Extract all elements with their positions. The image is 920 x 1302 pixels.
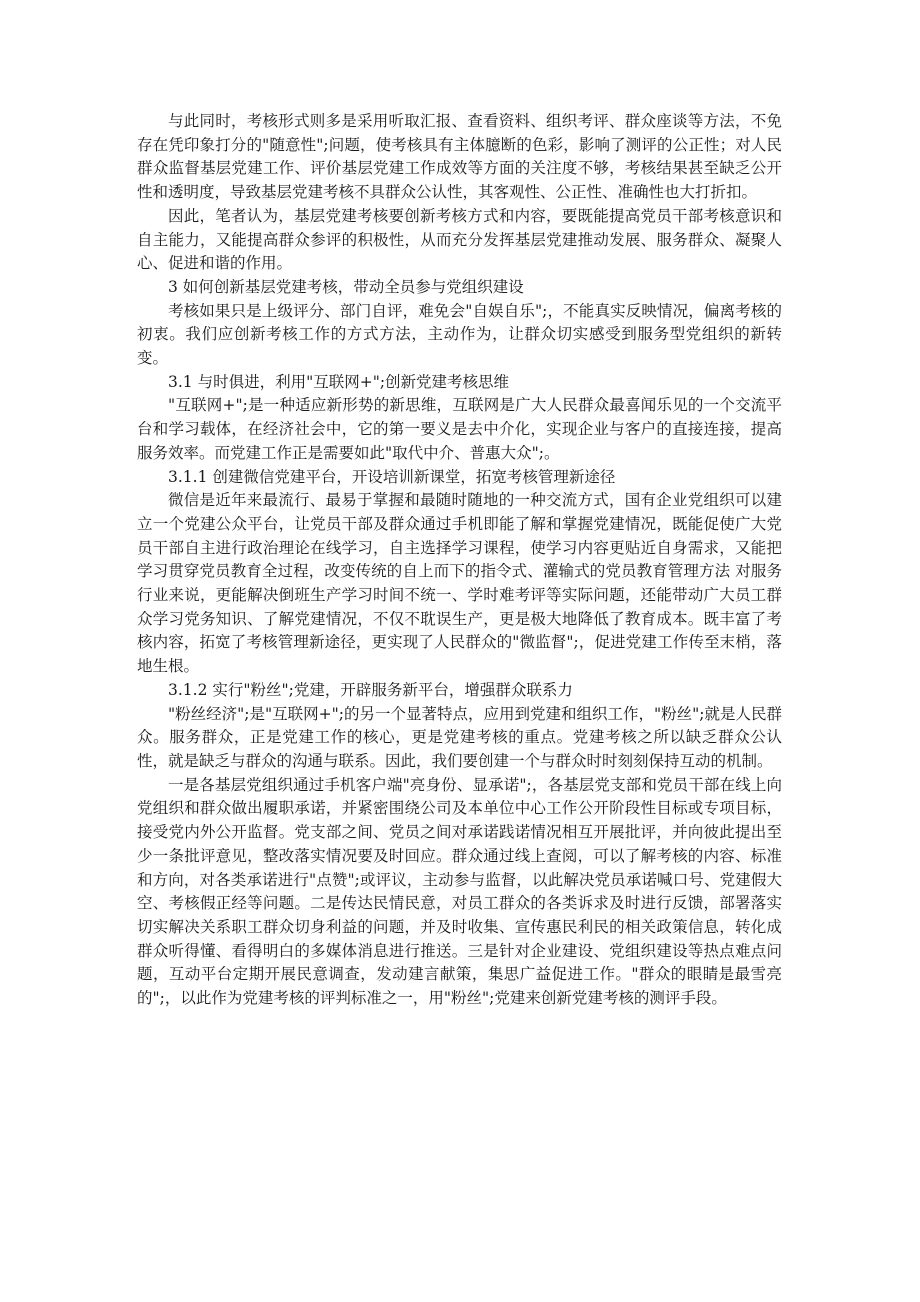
section-heading-3-1: 3.1 与时俱进，利用"互联网+";创新党建考核思维 xyxy=(168,372,510,391)
paragraph-measures: 一是各基层党组织通过手机客户端"亮身份、显承诺";，各基层党支部和党员干部在线上向党组织和群众做出履职承诺，并紧密围绕公司及本单位中心工作公开阶段性目标或专项目标，接受党内外公开监督。党支部之间、党员之间对承诺践诺情况相互开展批评，并向彼此提出至少一条批评意见，整改落实情况要及时回应。群众通过线上查阅，可以了解考核的内容、标准和方向，对各类承诺进行"点赞";或评议，主动参与监督，以此解决党员承诺喊口号、党建假大空、考核假正经等问题。二是传达民情民意，对员工群众的各类诉求及时进行反馈，部署落实切实解决关系职工群众切身利益的问题，并及时收集、宣传惠民利民的相关政策信息，转化成群众听得懂、看得明白的多媒体消息进行推送。三是针对企业建设、党组织建设等热点难点问题，互动平台定期开展民意调查，发动建言献策，集思广益促进工作。"群众的眼睛是最雪亮的";，以此作为党建考核的评判标准之一，用"粉丝";党建来创新党建考核的测评手段。 xyxy=(137,775,782,1008)
section-heading-3-1-2: 3.1.2 实行"粉丝";党建，开辟服务新平台，增强群众联系力 xyxy=(168,680,573,699)
paragraph-conclusion: 因此，笔者认为，基层党建考核要创新考核方式和内容，要既能提高党员干部考核意识和自主能力，又能提高群众参评的积极性，从而充分发挥基层党建推动发展、服务群众、凝聚人心、促进和谐的作用。 xyxy=(137,206,782,273)
section-heading-3: 3 如何创新基层党建考核，带动全员参与党组织建设 xyxy=(168,277,524,296)
paragraph-section-3-intro: 考核如果只是上级评分、部门自评，难免会"自娱自乐";，不能真实反映情况，偏离考核的初衷。我们应创新考核工作的方式方法，主动作为，让群众切实感受到服务型党组织的新转变。 xyxy=(137,301,782,368)
paragraph-wechat-platform: 微信是近年来最流行、最易于掌握和最随时随地的一种交流方式，国有企业党组织可以建立一个党建公众平台，让党员干部及群众通过手机即能了解和掌握党建情况，既能促使广大党员干部自主进行政治理论在线学习，自主选择学习课程，使学习内容更贴近自身需求，又能把学习贯穿党员教育全过程，改变传统的自上而下的指令式、灌输式的党员教育管理方法 对服务行业来说，更能解决倒班生产学习时间不统一、学时难考评等实际问题，还能带动广大员工群众学习党务知识、了解党建情况，不仅不耽误生产，更是极大地降低了教育成本。既丰富了考核内容，拓宽了考核管理新途径，更实现了人民群众的"微监督";，促进党建工作传至末梢，落地生根。 xyxy=(137,491,782,676)
document-body xyxy=(137,110,782,1011)
paragraph-internet-plus: "互联网+";是一种适应新形势的新思维，互联网是广大人民群众最喜闻乐见的一个交流平台和学习载体，在经济社会中，它的第一要义是去中介化，实现企业与客户的直接连接，提高服务效率。而党建工作正是需要如此"取代中介、普惠大众";。 xyxy=(137,396,782,462)
section-heading-3-1-1: 3.1.1 创建微信党建平台，开设培训新课堂，拓宽考核管理新途径 xyxy=(168,467,616,486)
paragraph-assessment-issues: 与此同时，考核形式则多是采用听取汇报、查看资料、组织考评、群众座谈等方法，不免存在凭印象打分的"随意性";问题，使考核具有主体臆断的色彩，影响了测评的公正性；对人民群众监督基层党建工作、评价基层党建工作成效等方面的关注度不够，考核结果甚至缺乏公开性和透明度，导致基层党建考核不具群众公认性，其客观性、公正性、准确性也大打折扣。 xyxy=(137,112,782,202)
paragraph-fan-economy: "粉丝经济";是"互联网+";的另一个显著特点，应用到党建和组织工作，"粉丝";就是人民群众。服务群众，正是党建工作的核心，更是党建考核的重点。党建考核之所以缺乏群众公认性，就是缺乏与群众的沟通与联系。因此，我们要创建一个与群众时时刻刻保持互动的机制。 xyxy=(137,704,782,770)
